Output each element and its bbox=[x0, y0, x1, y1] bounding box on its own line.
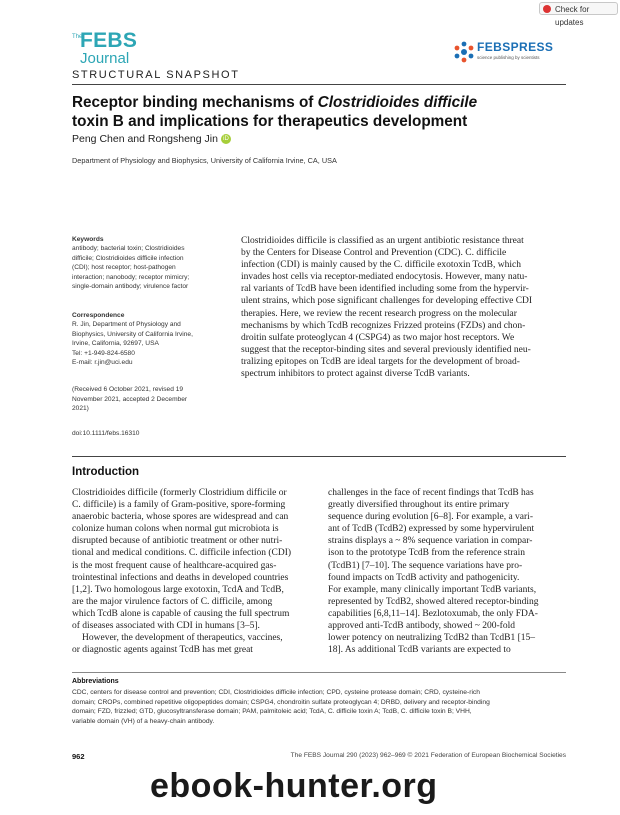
abstract-line: infection (CDI) is mainly caused by the C. difficile exotoxin TcdB, which bbox=[241, 260, 521, 271]
press-name-b: PRESS bbox=[510, 40, 554, 54]
body-line: Clostridioides difficile (formerly Clostridium difficile or bbox=[72, 488, 287, 498]
febs-press-logo bbox=[452, 40, 564, 66]
body-line: colonize human colons when normal gut microbiota is bbox=[72, 524, 279, 535]
correspondence-line: Biophysics, University of California Irvine, bbox=[72, 330, 193, 338]
abbreviations-heading: Abbreviations bbox=[72, 678, 119, 685]
abstract-line: invades host cells via receptor-mediated endocytosis. However, many natu- bbox=[241, 272, 528, 283]
abbreviations-line: domain; FZD, frizzled; GTD, glucosyltransferase domain; PAM, palmitoleic acid; TcdA, C. difficile toxin A; TcdB, C. difficile toxin B; VHH, bbox=[72, 708, 472, 716]
received-line: November 2021, accepted 2 December bbox=[72, 395, 188, 403]
header-rule bbox=[72, 84, 566, 85]
body-line: challenges in the face of recent findings that TcdB has bbox=[328, 488, 534, 498]
abbreviations-list bbox=[72, 688, 566, 726]
body-line: is the most frequent cause of healthcare-acquired gas- bbox=[72, 560, 277, 571]
correspondence-line: R. Jin, Department of Physiology and bbox=[72, 321, 181, 328]
correspondence-heading: Correspondence bbox=[72, 312, 125, 319]
keywords-line: single-domain antibody; virulence factor bbox=[72, 283, 189, 291]
body-line: or diagnostic agents against TcdB has met great bbox=[72, 645, 253, 656]
keywords-line: difficile; Clostridioides difficile infection bbox=[72, 254, 184, 262]
body-line: disrupted because of antibiotic treatment or other nutri- bbox=[72, 536, 283, 547]
section-label: STRUCTURAL SNAPSHOT bbox=[72, 69, 240, 81]
body-column-left bbox=[72, 487, 310, 656]
febs-journal-logo bbox=[72, 29, 142, 71]
abstract-line: Clostridioides difficile is classified as an urgent antibiotic resistance threat bbox=[241, 236, 524, 246]
title-part-a: Receptor binding mechanisms of bbox=[72, 94, 318, 111]
affiliation: Department of Physiology and Biophysics, University of California Irvine, CA, USA bbox=[72, 156, 337, 165]
authors bbox=[72, 133, 231, 145]
body-line: are the major virulence factors of C. difficile, among bbox=[72, 596, 273, 607]
body-column-right bbox=[328, 487, 566, 656]
check-for-updates-button[interactable] bbox=[539, 2, 618, 27]
febs-press-dots-icon bbox=[452, 40, 476, 64]
abstract-line: suggest that the receptor-binding sites and several previously identified neu- bbox=[241, 344, 531, 355]
abbreviations-rule bbox=[72, 672, 566, 673]
body-line: For example, many clinically important TcdB variants, bbox=[328, 584, 537, 595]
body-line: However, the development of therapeutics, vaccines, bbox=[82, 633, 283, 644]
doi[interactable]: doi:10.1111/febs.16310 bbox=[72, 430, 140, 437]
body-line: C. difficile) is a family of Gram-positive, spore-forming bbox=[72, 500, 286, 511]
body-line: capabilities [6,8,11–14]. Bezlotoxumab, the only FDA- bbox=[328, 608, 538, 619]
press-name-a: FEBS bbox=[477, 40, 511, 54]
received-dates bbox=[72, 385, 222, 414]
body-line: strains displays a ~ 8% sequence variation in compar- bbox=[328, 536, 533, 547]
received-line: 2021) bbox=[72, 405, 89, 413]
correspondence-block bbox=[72, 320, 222, 368]
body-line: 18]. As additional TcdB variants are expected to bbox=[328, 645, 511, 656]
logo-journal: Journal bbox=[80, 50, 130, 67]
body-line: (TcdB1) [7–10]. The sequence variations have pro- bbox=[328, 560, 523, 571]
body-line: represented by TcdB2, showed altered receptor-binding bbox=[328, 596, 539, 607]
keywords-list bbox=[72, 244, 222, 292]
abstract-line: ulent strains, which pose significant challenges for developing effective CDI bbox=[241, 296, 533, 307]
body-line: [1,2]. Two homologous large exotoxin, TcdA and TcdB, bbox=[72, 584, 284, 595]
abstract-line: tralizing epitopes on TcdB are ideal targets for the development of broad- bbox=[241, 356, 520, 367]
logo-febs: FEBS bbox=[80, 29, 138, 52]
body-line: sequence during evolution [6–8]. For example, a vari- bbox=[328, 512, 533, 523]
keywords-line: (CDI); host receptor; host-pathogen bbox=[72, 264, 176, 272]
title-organism: Clostridioides difficile bbox=[317, 94, 478, 111]
page-number: 962 bbox=[72, 752, 85, 761]
body-line: of diseases associated with CDI in humans [3–5]. bbox=[72, 621, 260, 632]
orcid-icon[interactable]: iD bbox=[221, 134, 231, 144]
correspondence-line: Irvine, California, 92697, USA bbox=[72, 340, 159, 348]
abbreviations-line: domain; CROPs, combined repetitive oligopeptides domain; CSPG4, chondroitin sulfate proteoglycan 4; DRBD, delivery and receptor-binding bbox=[72, 698, 490, 706]
body-line: lower potency on neutralizing TcdB2 than TcdB1 [15– bbox=[328, 633, 536, 644]
abstract-line: by the Centers for Disease Control and Prevention (CDC). C. difficile bbox=[241, 248, 507, 259]
correspondence-email[interactable]: E-mail: r.jin@uci.edu bbox=[72, 359, 133, 367]
check-for-updates-label: Check for updates bbox=[555, 5, 590, 27]
body-line: ison to the prototype TcdB from the reference strain bbox=[328, 548, 526, 559]
abstract-line: therapies. Here, we review the recent research progress on the molecular bbox=[241, 308, 517, 319]
abstract-line: droitin sulfate proteoglycan 4 (CSPG4) as two major host receptors. We bbox=[241, 332, 515, 343]
journal-footer: The FEBS Journal 290 (2023) 962–969 © 2021 Federation of European Biochemical Societies bbox=[290, 752, 566, 759]
correspondence-line: Tel: +1-949-824-6580 bbox=[72, 349, 135, 357]
body-line: greatly diversified throughout its entire primary bbox=[328, 500, 510, 511]
press-tagline: science publishing by scientists bbox=[477, 55, 540, 60]
abstract-line: mechanisms by which TcdB recognizes Frizzed proteins (FZDs) and chon- bbox=[241, 320, 526, 331]
body-line: trointestinal infections and deaths in developed countries bbox=[72, 572, 289, 583]
body-line: ant of TcdB (TcdB2) expressed by some hypervirulent bbox=[328, 524, 535, 535]
body-line: anaerobic bacteria, whose spores are widespread and can bbox=[72, 512, 289, 523]
body-line: found impacts on TcdB activity and pathogenicity. bbox=[328, 572, 520, 583]
abstract-line: ral variants of TcdB have been identified including some from the hypervir- bbox=[241, 284, 529, 295]
introduction-heading: Introduction bbox=[72, 466, 140, 478]
keywords-heading: Keywords bbox=[72, 236, 104, 243]
body-line: tional and medical conditions. C. difficile infection (CDI) bbox=[72, 548, 292, 559]
received-line: (Received 6 October 2021, revised 19 bbox=[72, 386, 184, 393]
abbreviations-line: variable domain (VH) of a heavy-chain antibody. bbox=[72, 717, 215, 725]
keywords-line: interaction; nanobody; receptor mimicry; bbox=[72, 273, 190, 281]
watermark: ebook-hunter.org bbox=[150, 767, 438, 805]
body-line: which TcdB alone is capable of causing the full spectrum bbox=[72, 608, 290, 619]
article-title bbox=[72, 93, 566, 131]
abbreviations-line: CDC, centers for disease control and prevention; CDI, Clostridioides difficile infection; CPD, cysteine protease domain; CRD, cysteine-rich bbox=[72, 689, 480, 696]
update-icon bbox=[543, 5, 551, 13]
abstract bbox=[241, 235, 567, 380]
keywords-line: antibody; bacterial toxin; Clostridioides bbox=[72, 245, 185, 252]
intro-rule bbox=[72, 456, 566, 457]
body-line: approved anti-TcdB antibody, showed ~ 200-fold bbox=[328, 621, 515, 632]
abstract-line: spectrum inhibitors to protect against diverse TcdB variants. bbox=[241, 369, 470, 380]
logo-the: The bbox=[72, 34, 83, 40]
author-names: Peng Chen and Rongsheng Jin bbox=[72, 133, 218, 145]
title-line-2: toxin B and implications for therapeutics development bbox=[72, 113, 468, 130]
